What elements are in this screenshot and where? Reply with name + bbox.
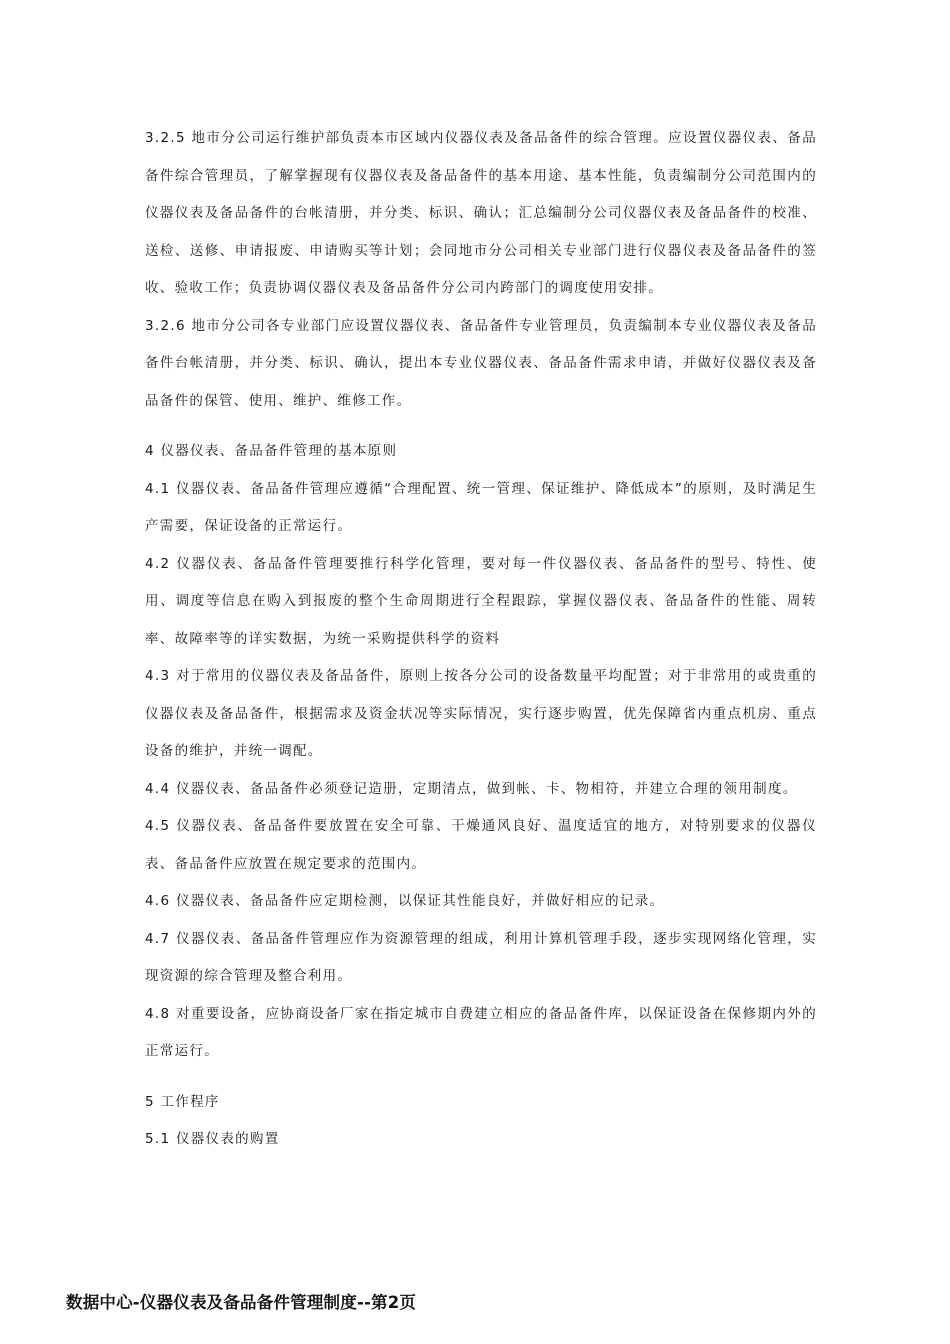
- paragraph-4-7: 4.7 仪器仪表、备品备件管理应作为资源管理的组成，利用计算机管理手段，逐步实现网络化管理，实现资源的综合管理及整合利用。: [145, 930, 817, 984]
- paragraph-4-1: 4.1 仪器仪表、备品备件管理应遵循“合理配置、统一管理、保证维护、降低成本”的原则，及时满足生产需要，保证设备的正常运行。: [145, 480, 817, 534]
- paragraph-4-4: 4.4 仪器仪表、备品备件必须登记造册，定期清点，做到帐、卡、物相符，并建立合理的领用制度。: [145, 780, 798, 797]
- page-footer: 数据中心-仪器仪表及备品备件管理制度--第2页: [66, 1293, 417, 1312]
- section-heading-4: 4 仪器仪表、备品备件管理的基本原则: [145, 443, 398, 459]
- document-body: [145, 120, 817, 1159]
- paragraph-4-2: 4.2 仪器仪表、备品备件管理要推行科学化管理，要对每一件仪器仪表、备品备件的型号、特性、使用、调度等信息在购入到报废的整个生命周期进行全程跟踪，掌握仪器仪表、备品备件的性能、周转率、故障率等的详实数据，为统一采购提供科学的资料: [145, 555, 817, 647]
- paragraph-4-8: 4.8 对重要设备，应协商设备厂家在指定城市自费建立相应的备品备件库，以保证设备在保修期内外的正常运行。: [145, 1005, 817, 1059]
- paragraph-3-2-6: 3.2.6 地市分公司各专业部门应设置仪器仪表、备品备件专业管理员，负责编制本专业仪器仪表及备品备件台帐清册，并分类、标识、确认，提出本专业仪器仪表、备品备件需求申请，并做好仪器仪表及备品备件的保管、使用、维护、维修工作。: [145, 317, 817, 409]
- paragraph-4-3: 4.3 对于常用的仪器仪表及备品备件，原则上按各分公司的设备数量平均配置；对于非常用的或贵重的仪器仪表及备品备件，根据需求及资金状况等实际情况，实行逐步购置，优先保障省内重点机房、重点设备的维护，并统一调配。: [145, 668, 817, 759]
- paragraph-4-5: 4.5 仪器仪表、备品备件要放置在安全可靠、干燥通风良好、温度适宜的地方，对特别要求的仪器仪表、备品备件应放置在规定要求的范围内。: [145, 818, 817, 872]
- subsection-heading-5-1: 5.1 仪器仪表的购置: [145, 1131, 280, 1147]
- paragraph-4-6: 4.6 仪器仪表、备品备件应定期检测，以保证其性能良好，并做好相应的记录。: [145, 893, 665, 909]
- paragraph-3-2-5: 3.2.5 地市分公司运行维护部负责本市区域内仪器仪表及备品备件的综合管理。应设置仪器仪表、备品备件综合管理员，了解掌握现有仪器仪表及备品备件的基本用途、基本性能，负责编制分公司范围内的仪器仪表及备品备件的台帐清册，并分类、标识、确认；汇总编制分公司仪器仪表及备品备件的校准、送检、送修、申请报废、申请购买等计划；会同地市分公司相关专业部门进行仪器仪表及备品备件的签收、验收工作；负责协调仪器仪表及备品备件分公司内跨部门的调度使用安排。: [145, 130, 817, 296]
- section-heading-5: 5 工作程序: [145, 1093, 220, 1110]
